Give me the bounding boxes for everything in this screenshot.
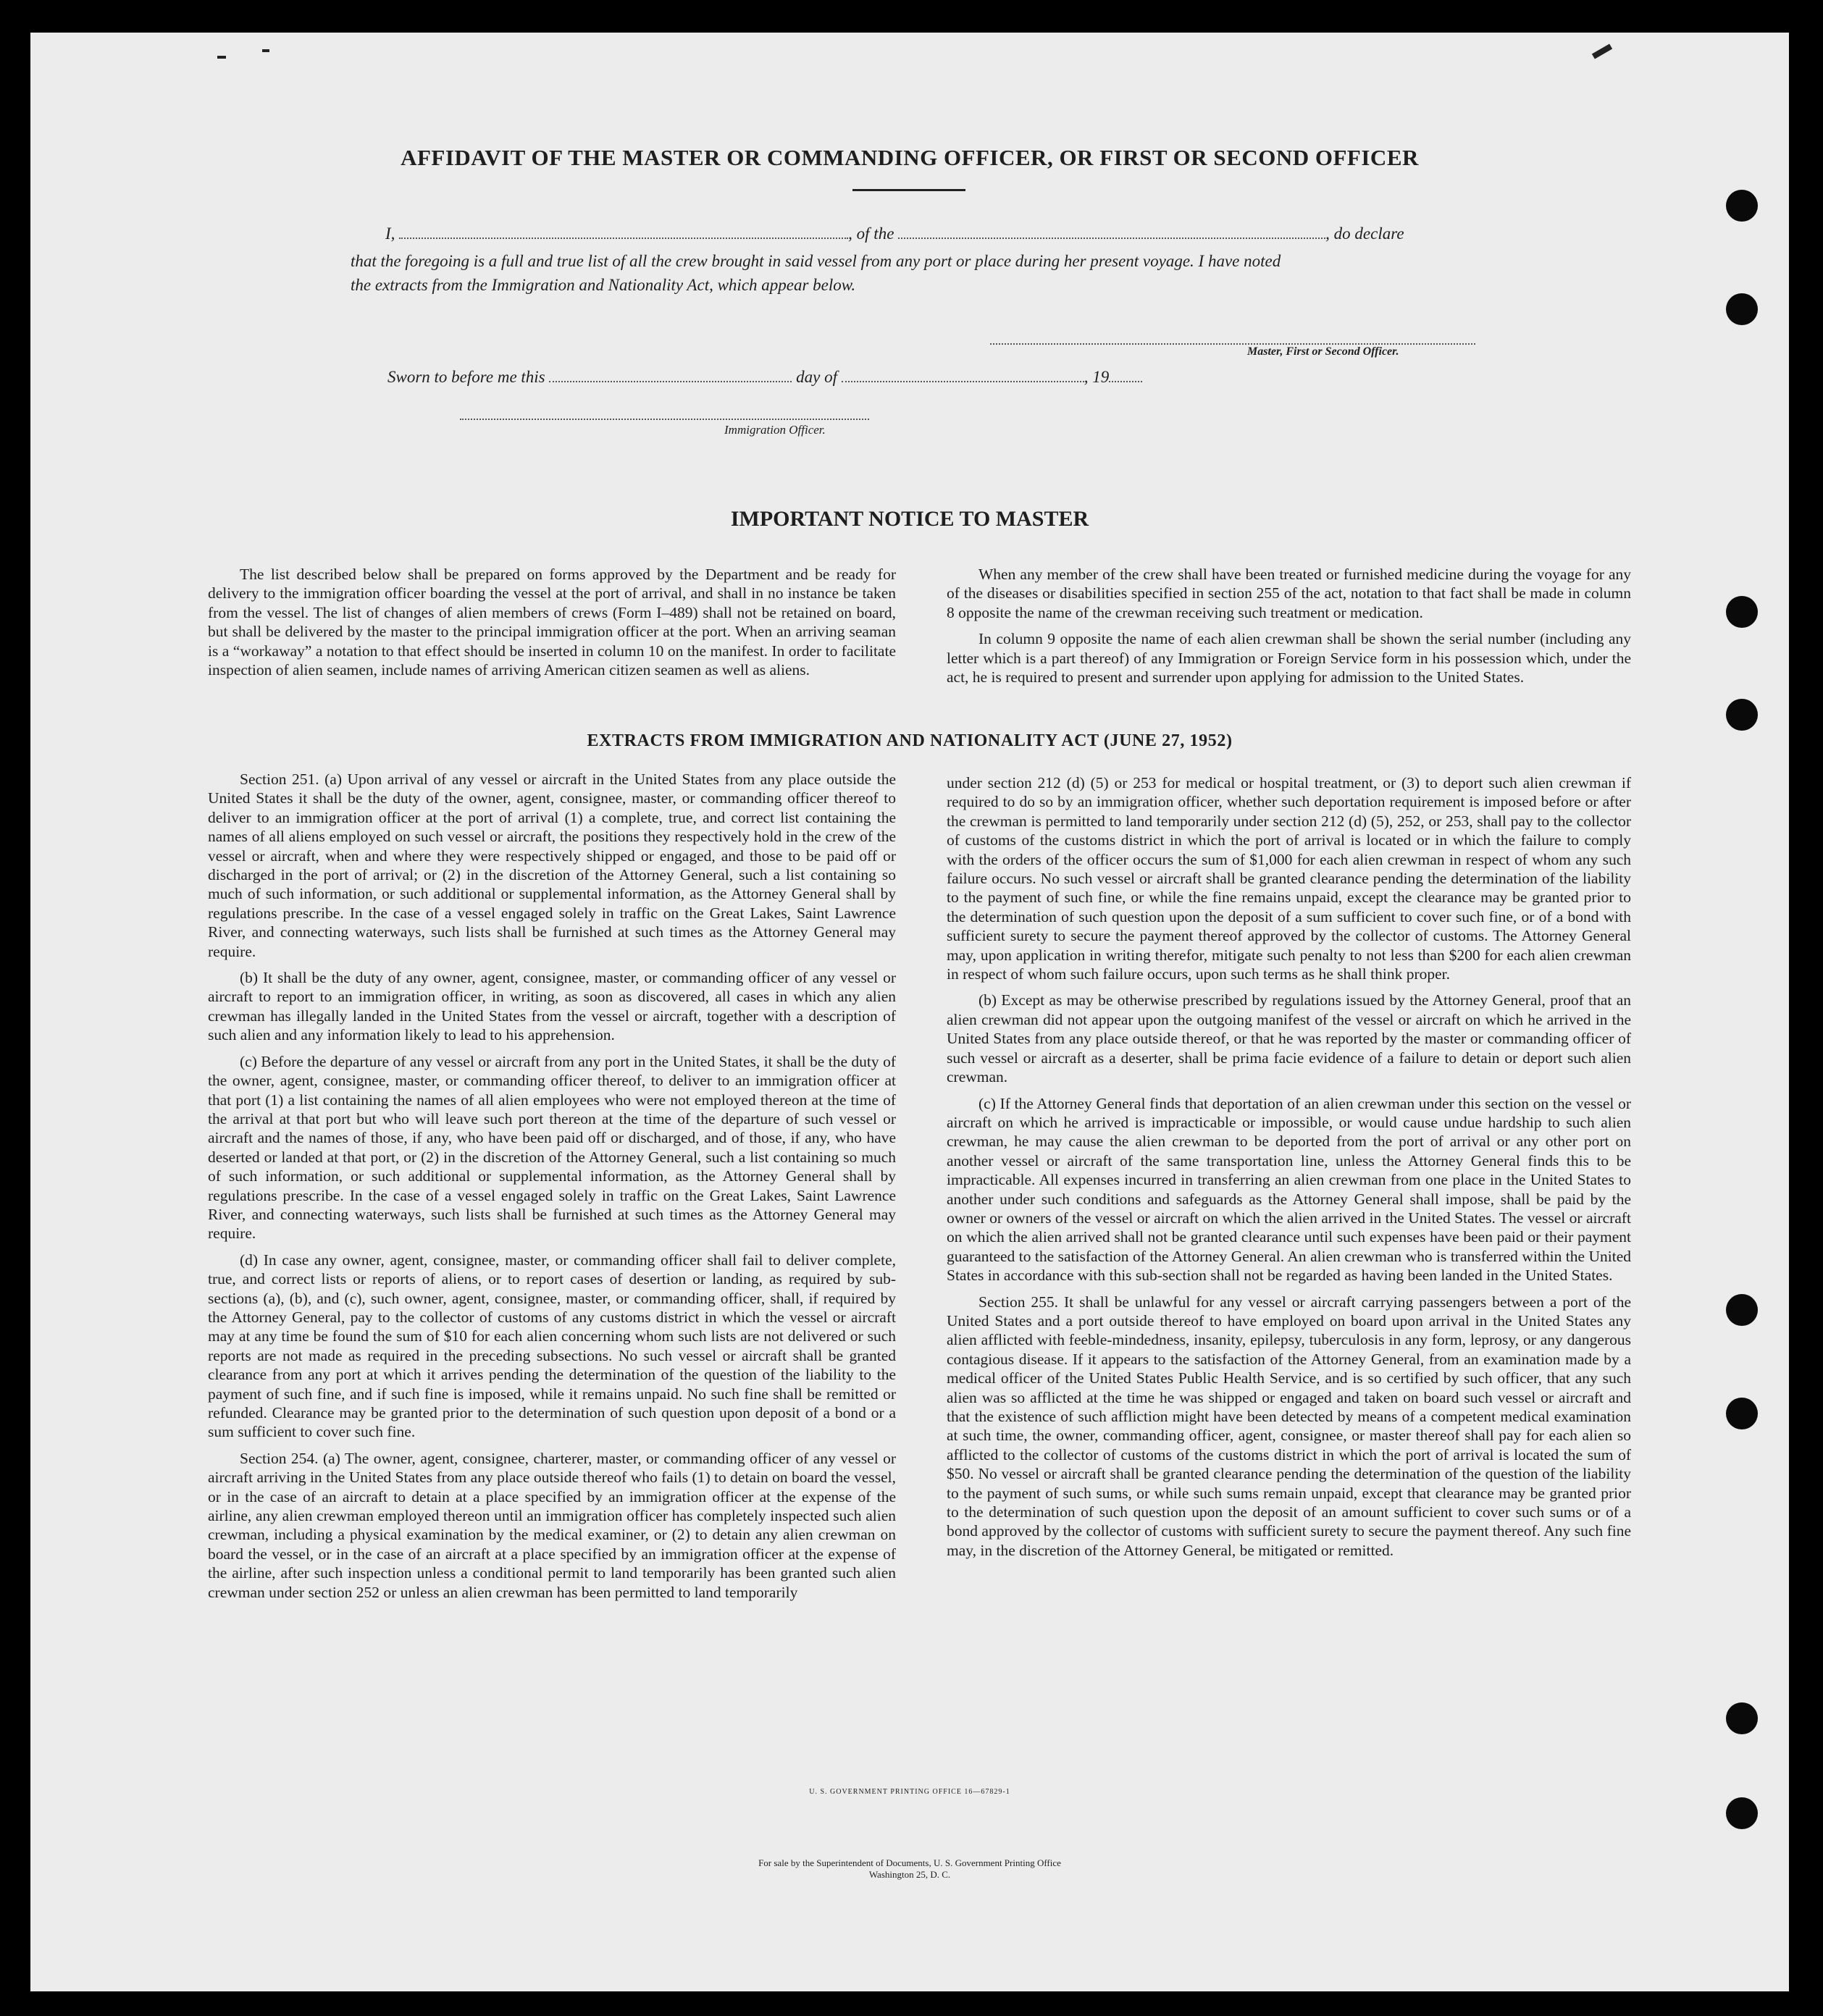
master-signature-label: Master, First or Second Officer. [1247, 345, 1399, 358]
binder-hole [1726, 699, 1758, 731]
extracts-right-column [947, 773, 1631, 1567]
year-prefix: , 19 [1084, 368, 1110, 386]
year-blank[interactable] [1109, 380, 1142, 382]
scan-mark [217, 56, 226, 59]
printer-line: U. S. GOVERNMENT PRINTING OFFICE 16—67829-1 [809, 1788, 1010, 1796]
sworn-day-blank[interactable] [549, 380, 792, 382]
binder-hole [1726, 190, 1758, 222]
sworn-month-blank[interactable] [842, 380, 1084, 382]
declaration-of-the: , of the [848, 224, 894, 243]
extract-paragraph: (c) Before the departure of any vessel or aircraft from any port in the United States, it shall be the duty of the owner, agent, consignee, master, or commanding officer thereof, to deliver to an immigration officer at that port (1) a list containing the names of all alien employees who were not employed thereon at the time of the arrival at that port but who will leave such port thereon at the time of the departure of such vessel or aircraft and the names of those, if any, who have been paid off or discharged, and of those, if any, who have deserted or landed at that port, or (2) in the discretion of the Attorney General, such a list containing so much of such information, or such additional or supplemental information, as the Attorney General shall by regulations prescribe. In the case of a vessel engaged solely in traffic on the Great Lakes, Saint Lawrence River, and connecting waterways, such lists shall be furnished at such times as the Attorney General may require. [208, 1052, 896, 1243]
extract-paragraph: (b) Except as may be otherwise prescribed by regulations issued by the Attorney General, proof that an alien crewman did not appear upon the outgoing manifest of the vessel or aircraft on which he arrived in the United States from any place outside thereof, or that he was reported by the master or commanding officer of such vessel or aircraft as a deserter, shall be prima facie evidence of a failure to detain or deport such alien crewman. [947, 991, 1631, 1086]
binder-hole [1726, 1702, 1758, 1734]
sworn-before-text: Sworn to before me this [387, 368, 545, 386]
extract-paragraph: (d) In case any owner, agent, consignee, master, or commanding officer shall fail to deliver complete, true, and correct lists or reports of aliens, or to report cases of desertion or landing, as required by sub-sections (a), (b), and (c), such owner, agent, consignee, master, or commanding officer, shall, if required by the Attorney General, pay to the collector of customs of any customs district in which the vessel or aircraft may at any time be found the sum of $10 for each alien concerning whom such lists are not delivered or such reports are not made as required in the preceding subsections. No such vessel or aircraft shall be granted clearance from any port at which it arrives pending the determination of the question of the liability to the payment of such fine, and if such fine is imposed, while it remains unpaid. No such fine shall be remitted or refunded. Clearance may be granted prior to the determination of such question upon deposit of a bond or a sum sufficient to cover such fine. [208, 1251, 896, 1441]
extract-paragraph: Section 254. (a) The owner, agent, consignee, charterer, master, or commanding officer of any vessel or aircraft arriving in the United States from any place outside thereof who fails (1) to detain on board the vessel, or in the case of an aircraft to detain at a place specified by an immigration officer at the expense of the airline, any alien crewman employed thereon until an immigration officer has completely inspected such alien crewman, including a physical examination by the medical examiner, or (2) to detain any alien crewman on board the vessel, or in the case of an aircraft at a place specified by an immigration officer at the expense of the airline, after such inspection unless a conditional permit to land temporarily has been granted such alien crewman under section 252 or unless an alien crewman has been permitted to land temporarily [208, 1449, 896, 1601]
footer-line-2: Washington 25, D. C. [868, 1869, 951, 1880]
extract-paragraph: Section 255. It shall be unlawful for any vessel or aircraft carrying passengers between a port of the United States and a port outside thereof to have employed on board upon arrival in the United States any alien afflicted with feeble-mindedness, insanity, epilepsy, tuberculosis in any form, leprosy, or any dangerous contagious disease. If it appears to the satisfaction of the Attorney General, from an examination made by a medical officer of the United States Public Health Service, and is so certified by such officer, that any such alien was so afflicted at the time he was shipped or engaged and taken on board such vessel or aircraft and that the existence of such affliction might have been detected by means of a competent medical examination at such time, the owner, commanding officer, agent, consignee, or master thereof shall pay for each alien so afflicted to the collector of customs of the customs district in which the port of arrival is located the sum of $50. No vessel or aircraft shall be granted clearance pending the determination of the question of the liability to the payment of such sums, or while such sums remain unpaid, except that clearance may be granted prior to the determination of such question upon the deposit of an amount sufficient to cover such sums or of a bond approved by the collector of customs with sufficient surety to secure the payment thereof. Any such fine may, in the discretion of the Attorney General, be mitigated or remitted. [947, 1293, 1631, 1559]
footer [30, 1857, 1789, 1881]
affidavit-title: AFFIDAVIT OF THE MASTER OR COMMANDING OFFICER, OR FIRST OR SECOND OFFICER [401, 145, 1419, 170]
master-signature-line[interactable] [990, 343, 1475, 345]
scan-mark [1592, 44, 1612, 59]
binder-hole [1726, 1294, 1758, 1326]
document-page [30, 33, 1789, 1991]
extracts-title: EXTRACTS FROM IMMIGRATION AND NATIONALITY ACT (JUNE 27, 1952) [587, 731, 1233, 750]
day-of-text: day of [796, 368, 837, 386]
statement-line-1: that the foregoing is a full and true list of all the crew brought in said vessel from any port or place during her present voyage. I have noted [351, 252, 1281, 270]
extract-paragraph: Section 251. (a) Upon arrival of any vessel or aircraft in the United States from any place outside the United States it shall be the duty of the owner, agent, consignee, master, or commanding officer thereof to deliver to an immigration officer at the port of arrival (1) a complete, true, and correct list containing the names of all aliens employed on such vessel or aircraft, the positions they respectively hold in the crew of the vessel or aircraft, when and where they were respectively shipped or engaged, and those to be paid off or discharged in the port of arrival; or (2) in the discretion of the Attorney General, such a list containing so much of such information, or such additional or supplemental information, as the Attorney General shall by regulations prescribe. In the case of a vessel engaged solely in traffic on the Great Lakes, Saint Lawrence River, and connecting waterways, such lists shall be furnished at such times as the Attorney General may require. [208, 770, 896, 960]
binder-hole [1726, 596, 1758, 628]
notice-left-column [208, 565, 896, 686]
footer-line-1: For sale by the Superintendent of Documents, U. S. Government Printing Office [758, 1857, 1061, 1868]
declaration-i: I, [385, 224, 395, 243]
extract-paragraph: (c) If the Attorney General finds that deportation of an alien crewman under this section on the vessel or aircraft on which he arrived is impracticable or impossible, or would cause undue hardship to such alien crewman, he may cause the alien crewman to be deported from the port of arrival or any other port on another vessel or aircraft of the same transportation line, unless the Attorney General finds this to be impracticable. All expenses incurred in transferring an alien crewman from one place in the United States to another under such conditions and safeguards as the Attorney General shall impose, shall be paid by the owner or owners of the vessel or aircraft on which the alien arrived in the United States. The vessel or aircraft on which the alien arrived shall not be granted clearance until such expenses have been paid or their payment guaranteed to the satisfaction of the Attorney General. An alien crewman who is transferred within the United States in accordance with this sub-section shall not be regarded as having been landed in the United States. [947, 1094, 1631, 1285]
notice-title: IMPORTANT NOTICE TO MASTER [730, 507, 1089, 531]
officer-signature-line[interactable] [460, 419, 869, 420]
declaration-do-declare: , do declare [1325, 224, 1404, 243]
officer-signature-label: Immigration Officer. [724, 423, 826, 437]
name-blank[interactable] [399, 237, 848, 239]
binder-hole [1726, 1797, 1758, 1829]
binder-hole [1726, 1398, 1758, 1429]
notice-right-paragraph-1: When any member of the crew shall have been treated or furnished medicine during the voyage for any of the diseases or disabilities specified in section 255 of the act, notation to that fact shall be made in column 8 opposite the name of the crewman receiving such treatment or medication. [947, 566, 1631, 621]
extracts-left-column [208, 770, 896, 1609]
extract-paragraph: (b) It shall be the duty of any owner, agent, consignee, master, or commanding officer of any vessel or aircraft to report to an immigration officer, in writing, as soon as discovered, all cases in which any alien crewman has illegally landed in the United States from the vessel or aircraft, together with a description of such alien and any information likely to lead to his apprehension. [208, 969, 896, 1044]
extract-paragraph: under section 212 (d) (5) or 253 for medical or hospital treatment, or (3) to deport such alien crewman if required to do so by an immigration officer, whether such deportation requirement is imposed before or after the crewman is permitted to land temporarily under section 212 (d) (5), 252, or 253, shall pay to the collector of customs of the customs district in which the port of arrival is located or in which the failure to comply with the orders of the officer occurs the sum of $1,000 for each alien crewman in respect of whom any such failure occurs. No such vessel or aircraft shall be granted clearance pending the determination of the liability to the payment of such fine, or while the fine remains unpaid, except the clearance may be granted prior to the determination of such question upon the deposit of a sum sufficient to cover such fine, or of a bond with sufficient surety to secure the payment thereof approved by the collector of customs. The Attorney General may, upon application in writing therefor, mitigate such penalty to not less than $200 for each alien crewman in respect of whom such failure occurs, upon such terms as he shall think proper. [947, 774, 1631, 983]
binder-hole [1726, 293, 1758, 325]
sworn-line [387, 368, 1257, 387]
declaration-line [385, 224, 1515, 243]
title-divider [852, 189, 965, 191]
scan-mark [262, 49, 269, 52]
vessel-blank[interactable] [898, 237, 1325, 239]
notice-left-paragraph: The list described below shall be prepared on forms approved by the Department and be ready for delivery to the immigration officer boarding the vessel at the port of arrival, and shall in no instance be taken from the vessel. The list of changes of alien members of crews (Form I–489) shall not be retained on board, but shall be delivered by the master to the principal immigration officer at the port. When an arriving seaman is a “workaway” a notation to that effect should be inserted in column 10 on the manifest. In order to facilitate inspection of alien seamen, include names of arriving American citizen seamen as well as aliens. [208, 566, 896, 679]
notice-right-paragraph-2: In column 9 opposite the name of each alien crewman shall be shown the serial number (including any letter which is a part thereof) of any Immigration or Foreign Service form in his possession which, under the act, he is required to present and surrender upon applying for admission to the United States. [947, 630, 1631, 686]
statement-line-2: the extracts from the Immigration and Nationality Act, which appear below. [351, 276, 856, 294]
notice-right-column [947, 565, 1631, 694]
